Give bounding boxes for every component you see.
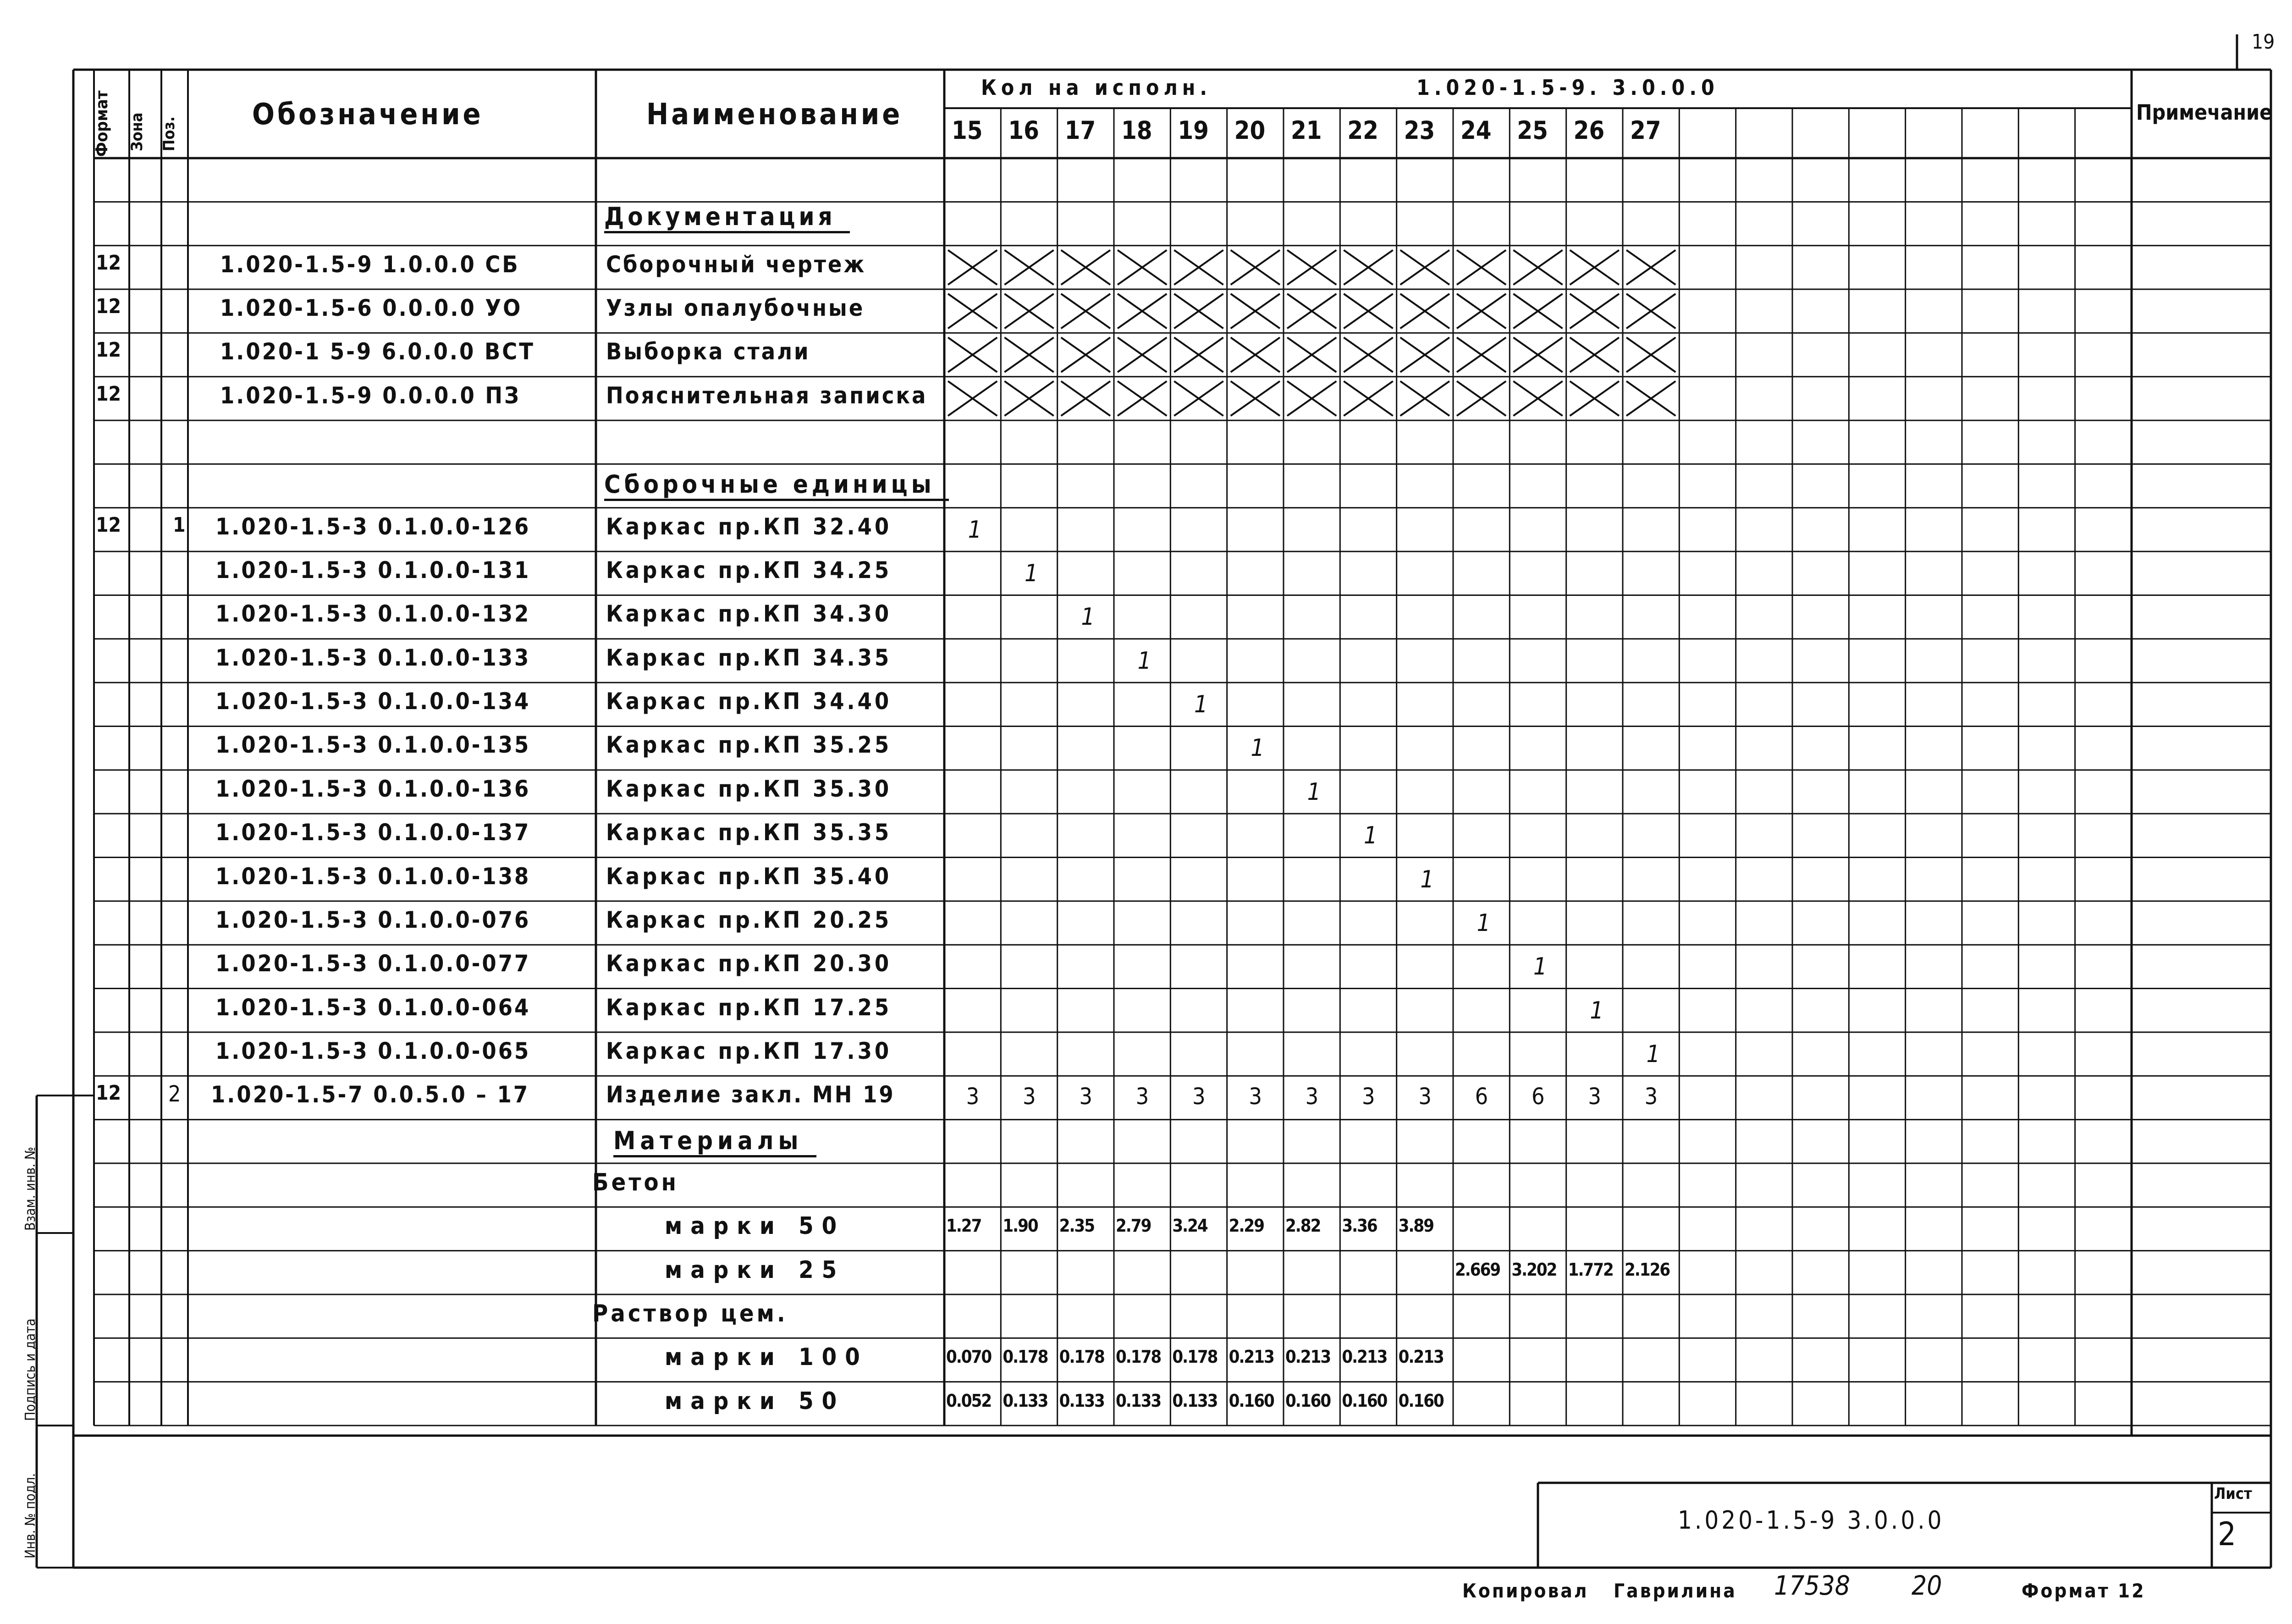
row-qty: 1: [1533, 953, 1547, 981]
material-value: 3.89: [1398, 1216, 1434, 1236]
row-qty: 3: [1418, 1083, 1432, 1110]
cross-mark: [1400, 381, 1449, 416]
cross-mark: [1118, 337, 1167, 372]
cross-mark: [1513, 294, 1562, 329]
cross-mark: [1231, 381, 1280, 416]
row-designation: 1.020-1.5-3 0.1.0.0-132: [215, 600, 531, 628]
cross-mark: [1400, 337, 1449, 372]
variant-header: 21: [1291, 116, 1322, 145]
header-designation: Обозначение: [252, 98, 484, 132]
row-qty: 1: [1251, 734, 1265, 762]
cross-mark: [1061, 250, 1110, 285]
row-name: Пояснительная записка: [606, 382, 928, 409]
row-designation: 1.020-1.5-3 0.1.0.0-065: [215, 1037, 531, 1064]
header-qty-caption: Кол на исполн.: [981, 75, 1212, 100]
row-name: Каркас пр.КП 35.35: [606, 819, 892, 846]
row-name: Каркас пр.КП 34.40: [606, 688, 892, 715]
row-name: Сборочный чертеж: [606, 251, 866, 278]
row-name: Каркас пр.КП 17.30: [606, 1037, 892, 1064]
material-value: 2.29: [1229, 1216, 1264, 1236]
margin-stamp-replace: Взам. инв. №: [22, 1146, 39, 1231]
section-assembly-units: Сборочные единицы: [604, 472, 949, 501]
cross-mark: [1174, 294, 1223, 329]
cross-mark: [1626, 294, 1675, 329]
cross-mark: [1344, 381, 1393, 416]
row-qty: 1: [1420, 865, 1434, 893]
row-qty: 3: [1192, 1083, 1206, 1110]
row-format: 12: [96, 513, 121, 537]
row-designation: 1.020-1.5-3 0.1.0.0-064: [215, 994, 531, 1021]
material-value: 0.160: [1398, 1390, 1444, 1411]
cross-mark: [1061, 337, 1110, 372]
title-block-sheet-number: 2: [2218, 1515, 2237, 1553]
footer-order-number: 17538: [1774, 1570, 1850, 1601]
material-value: 2.126: [1625, 1259, 1670, 1280]
cross-mark: [1287, 250, 1336, 285]
material-value: 3.24: [1172, 1216, 1207, 1236]
material-value: 2.35: [1059, 1216, 1095, 1236]
cross-mark: [1513, 337, 1562, 372]
top-sheet-number: 19: [2252, 30, 2275, 54]
variant-header: 16: [1008, 116, 1039, 145]
cross-mark: [1004, 337, 1053, 372]
cross-mark: [1231, 250, 1280, 285]
material-value: 0.178: [1172, 1347, 1218, 1367]
row-format: 12: [96, 1081, 121, 1105]
cross-mark: [1626, 381, 1675, 416]
row-qty: 3: [1644, 1083, 1658, 1110]
row-designation: 1.020-1.5-6 0.0.0.0 УО: [220, 295, 523, 322]
cross-mark: [1513, 381, 1562, 416]
row-qty: 1: [1137, 647, 1152, 675]
cross-mark: [1174, 250, 1223, 285]
row-format: 12: [96, 338, 121, 362]
cross-mark: [1004, 381, 1053, 416]
cross-mark: [1118, 294, 1167, 329]
row-qty: 3: [1588, 1083, 1601, 1110]
row-name: Каркас пр.КП 35.40: [606, 863, 892, 890]
material-value: 2.82: [1285, 1216, 1321, 1236]
cross-mark: [1174, 381, 1223, 416]
row-designation: 1.020-1.5-3 0.1.0.0-077: [215, 950, 531, 977]
material-value: 0.160: [1285, 1390, 1331, 1411]
cross-mark: [948, 337, 997, 372]
row-designation: 1.020-1 5-9 6.0.0.0 ВСТ: [220, 338, 535, 365]
row-name: Каркас пр.КП 34.25: [606, 557, 892, 584]
material-value: 0.133: [1059, 1390, 1104, 1411]
cross-mark: [1626, 337, 1675, 372]
cross-mark: [1344, 337, 1393, 372]
cross-mark: [1061, 381, 1110, 416]
cross-mark: [1344, 250, 1393, 285]
row-name: Каркас пр.КП 32.40: [606, 513, 892, 540]
cross-mark: [1570, 381, 1619, 416]
variant-header: 17: [1064, 116, 1096, 145]
variant-header: 15: [952, 116, 983, 145]
row-qty: 1: [1477, 909, 1491, 937]
variant-header: 19: [1178, 116, 1209, 145]
row-name: Каркас пр.КП 17.25: [606, 994, 892, 1021]
footer-copied-label: Копировал: [1462, 1580, 1589, 1602]
header-pos: Поз.: [160, 116, 178, 151]
row-name: Каркас пр.КП 20.25: [606, 906, 892, 933]
row-qty: 3: [966, 1083, 980, 1110]
row-qty: 6: [1475, 1083, 1488, 1110]
row-designation: 1.020-1.5-7 0.0.5.0 – 17: [211, 1081, 530, 1108]
material-value: 0.160: [1229, 1390, 1274, 1411]
cross-mark: [1570, 250, 1619, 285]
cross-mark: [1004, 294, 1053, 329]
material-value: 0.160: [1342, 1390, 1387, 1411]
cross-mark: [1400, 294, 1449, 329]
material-value: 3.202: [1511, 1259, 1557, 1280]
margin-stamp-inventory: Инв. № подл.: [22, 1473, 39, 1558]
row-designation: 1.020-1.5-3 0.1.0.0-076: [215, 906, 531, 933]
material-name: марки 50: [665, 1212, 845, 1240]
variant-header: 20: [1234, 116, 1266, 145]
header-variant-code: 1.020-1.5-9. 3.0.0.0: [1416, 75, 1719, 100]
cross-mark: [1457, 337, 1506, 372]
material-value: 0.133: [1116, 1390, 1161, 1411]
variant-header: 23: [1404, 116, 1435, 145]
row-qty: 1: [1364, 822, 1377, 850]
variant-header: 24: [1460, 116, 1492, 145]
header-zone: Зона: [128, 112, 146, 151]
row-name: Узлы опалубочные: [606, 295, 865, 322]
row-designation: 1.020-1.5-3 0.1.0.0-134: [215, 688, 531, 715]
material-value: 1.27: [946, 1216, 981, 1236]
cross-mark: [1061, 294, 1110, 329]
row-format: 12: [96, 295, 121, 319]
material-name: марки 25: [665, 1256, 845, 1284]
material-value: 1.772: [1568, 1259, 1613, 1280]
material-value: 0.070: [946, 1347, 992, 1367]
material-value: 0.178: [1059, 1347, 1104, 1367]
cross-mark: [1570, 337, 1619, 372]
material-name: Бетон: [592, 1168, 679, 1196]
row-designation: 1.020-1.5-3 0.1.0.0-138: [215, 863, 531, 890]
row-designation: 1.020-1.5-3 0.1.0.0-137: [215, 819, 531, 846]
material-value: 3.36: [1342, 1216, 1377, 1236]
row-qty: 3: [1305, 1083, 1319, 1110]
variant-header: 27: [1630, 116, 1661, 145]
row-qty: 3: [1023, 1083, 1036, 1110]
cross-mark: [1457, 294, 1506, 329]
row-qty: 1: [968, 516, 982, 544]
row-name: Каркас пр.КП 35.30: [606, 775, 892, 802]
row-name: Каркас пр.КП 20.30: [606, 950, 892, 977]
cross-mark: [1231, 294, 1280, 329]
variant-header: 22: [1347, 116, 1378, 145]
row-designation: 1.020-1.5-3 0.1.0.0-136: [215, 775, 531, 802]
material-value: 0.133: [1172, 1390, 1218, 1411]
header-name: Наименование: [646, 98, 903, 132]
variant-header: 26: [1573, 116, 1605, 145]
row-name: Каркас пр.КП 34.30: [606, 600, 892, 628]
row-qty: 1: [1081, 603, 1095, 631]
row-name: Изделие закл. МН 19: [606, 1081, 895, 1108]
cross-mark: [1570, 294, 1619, 329]
row-designation: 1.020-1.5-3 0.1.0.0-135: [215, 732, 531, 759]
material-value: 0.213: [1342, 1347, 1387, 1367]
row-pos: 2: [168, 1081, 181, 1107]
material-name: Раствор цем.: [592, 1299, 788, 1327]
row-designation: 1.020-1.5-9 0.0.0.0 ПЗ: [220, 382, 521, 409]
row-format: 12: [96, 251, 121, 275]
cross-mark: [1118, 250, 1167, 285]
row-pos: 1: [173, 513, 186, 537]
material-name: марки 50: [665, 1387, 845, 1415]
cross-mark: [1457, 381, 1506, 416]
material-value: 0.133: [1003, 1390, 1048, 1411]
variant-header: 18: [1121, 116, 1152, 145]
title-block-sheet-label: Лист: [2214, 1485, 2252, 1503]
row-designation: 1.020-1.5-3 0.1.0.0-131: [215, 557, 531, 584]
row-name: Каркас пр.КП 34.35: [606, 644, 892, 671]
cross-mark: [1344, 294, 1393, 329]
row-format: 12: [96, 382, 121, 406]
header-note: Примечание: [2136, 100, 2273, 125]
row-qty: 6: [1532, 1083, 1545, 1110]
section-materials: Материалы: [613, 1129, 816, 1157]
material-value: 2.669: [1455, 1259, 1500, 1280]
cross-mark: [1287, 294, 1336, 329]
row-qty: 3: [1079, 1083, 1092, 1110]
row-qty: 1: [1590, 996, 1604, 1024]
cross-mark: [948, 381, 997, 416]
material-value: 1.90: [1003, 1216, 1038, 1236]
cross-mark: [948, 250, 997, 285]
material-name: марки 100: [665, 1343, 868, 1371]
cross-mark: [1513, 250, 1562, 285]
row-qty: 1: [1025, 560, 1038, 588]
row-designation: 1.020-1.5-3 0.1.0.0-126: [215, 513, 531, 540]
cross-mark: [1287, 337, 1336, 372]
variant-header: 25: [1517, 116, 1548, 145]
material-value: 0.178: [1003, 1347, 1048, 1367]
row-qty: 3: [1249, 1083, 1262, 1110]
cross-mark: [1231, 337, 1280, 372]
row-name: Каркас пр.КП 35.25: [606, 732, 892, 759]
title-block-code: 1.020-1.5-9 3.0.0.0: [1678, 1506, 1945, 1535]
margin-stamp-signature: Подпись и дата: [22, 1318, 39, 1421]
row-qty: 3: [1135, 1083, 1149, 1110]
row-qty: 1: [1194, 691, 1208, 719]
cross-mark: [1174, 337, 1223, 372]
footer-copies: 20: [1912, 1570, 1942, 1601]
cross-mark: [948, 294, 997, 329]
material-value: 0.213: [1229, 1347, 1274, 1367]
material-value: 2.79: [1116, 1216, 1151, 1236]
footer-copied-name: Гаврилина: [1614, 1580, 1737, 1602]
material-value: 0.213: [1398, 1347, 1444, 1367]
row-qty: 1: [1646, 1040, 1660, 1068]
row-qty: 3: [1362, 1083, 1375, 1110]
material-value: 0.052: [946, 1390, 992, 1411]
cross-mark: [1118, 381, 1167, 416]
footer-format: Формат 12: [2022, 1580, 2146, 1602]
row-qty: 1: [1307, 778, 1321, 806]
row-name: Выборка стали: [606, 338, 810, 365]
cross-mark: [1287, 381, 1336, 416]
cross-mark: [1626, 250, 1675, 285]
cross-mark: [1400, 250, 1449, 285]
cross-mark: [1004, 250, 1053, 285]
cross-mark: [1457, 250, 1506, 285]
section-documentation: Документация: [604, 204, 850, 233]
header-format: Формат: [93, 90, 111, 157]
material-value: 0.213: [1285, 1347, 1331, 1367]
material-value: 0.178: [1116, 1347, 1161, 1367]
row-designation: 1.020-1.5-3 0.1.0.0-133: [215, 644, 531, 671]
row-designation: 1.020-1.5-9 1.0.0.0 СБ: [220, 251, 520, 278]
